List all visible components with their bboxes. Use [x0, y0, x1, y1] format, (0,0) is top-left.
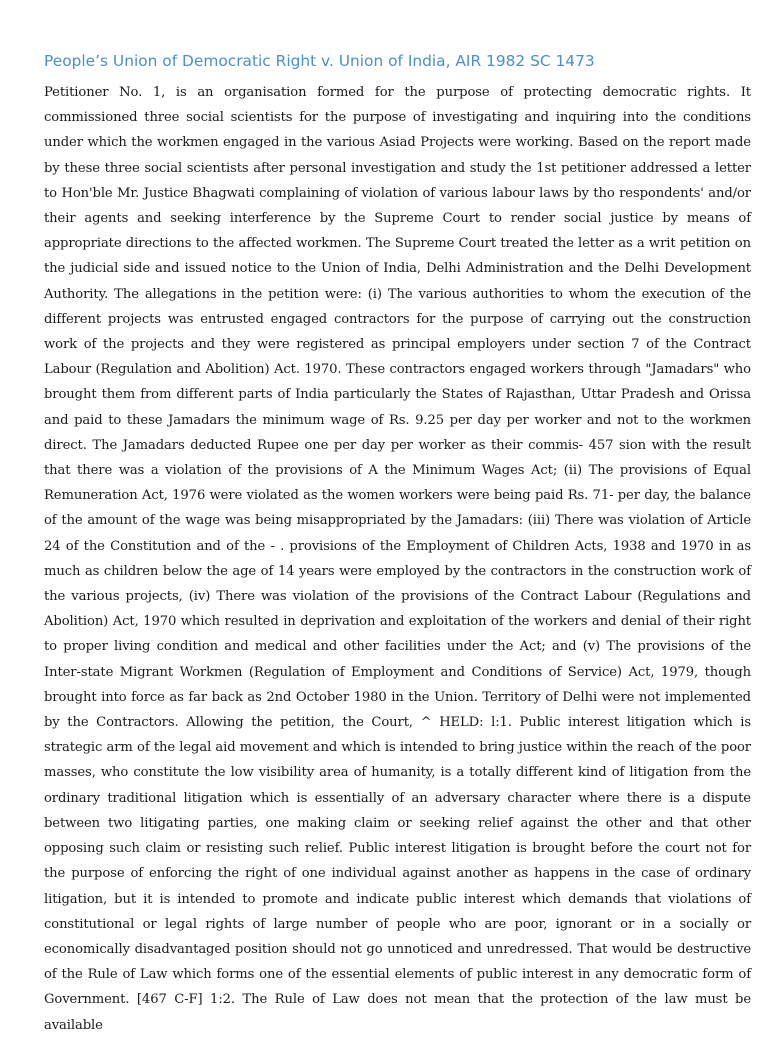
- case-title: People’s Union of Democratic Right v. Union of India, AIR 1982 SC 1473: [44, 52, 595, 70]
- case-summary-paragraph: Petitioner No. 1, is an organisation formed for the purpose of protecting democratic rights. It commissioned three social scientists for the purpose of investigating and inquiring into the conditions under which the workmen engaged in the various Asiad Projects were working. Based on the report made by these three social scientists after personal investigation and study the 1st petitioner addressed a letter to Hon'ble Mr. Justice Bhagwati complaining of violation of various labour laws by tho respondents' and/or their agents and seeking interference by the Supreme Court to render social justice by means of appropriate directions to the affected workmen. The Supreme Court treated the letter as a writ petition on the judicial side and issued notice to the Union of India, Delhi Administration and the Delhi Development Authority. The allegations in the petition were: (i) The various authorities to whom the execution of the different projects was entrusted engaged contractors for the purpose of carrying out the construction work of the projects and they were registered as principal employers under section 7 of the Contract Labour (Regulation and Abolition) Act. 1970. These contractors engaged workers through "Jamadars" who brought them from different parts of India particularly the States of Rajasthan, Uttar Pradesh and Orissa and paid to these Jamadars the minimum wage of Rs. 9.25 per day per worker and not to the workmen direct. The Jamadars deducted Rupee one per day per worker as their commis- 457 sion with the result that there was a violation of the provisions of A the Minimum Wages Act; (ii) The provisions of Equal Remuneration Act, 1976 were violated as the women workers were being paid Rs. 71- per day, the balance of the amount of the wage was being misappropriated by the Jamadars: (iii) There was violation of Article 24 of the Constitution and of the - . provisions of the Employment of Children Acts, 1938 and 1970 in as much as children below the age of 14 years were employed by the contractors in the construction work of the various projects, (iv) There was violation of the provisions of the Contract Labour (Regulations and Abolition) Act, 1970 which resulted in deprivation and exploitation of the workers and denial of their right to proper living condition and medical and other facilities under the Act; and (v) The provisions of the Inter-state Migrant Workmen (Regulation of Employment and Conditions of Service) Act, 1979, though brought into force as far back as 2nd October 1980 in the Union. Territory of Delhi were not implemented by the Contractors. Allowing the petition, the Court, ^ HELD: l:1. Public interest litigation which is strategic arm of the legal aid movement and which is intended to bring justice within the reach of the poor masses, who constitute the low visibility area of humanity, is a totally different kind of litigation from the ordinary traditional litigation which is essentially of an adversary character where there is a dispute between two litigating parties, one making claim or seeking relief against the other and that other opposing such claim or resisting such relief. Public interest litigation is brought before the court not for the purpose of enforcing the right of one individual against another as happens in the case of ordinary litigation, but it is intended to promote and indicate public interest which demands that violations of constitutional or legal rights of large number of people who are poor, ignorant or in a socially or economically disadvantaged position should not go unnoticed and unredressed. That would be destructive of the Rule of Law which forms one of the essential elements of public interest in any democratic form of Government. [467 C-F] 1:2. The Rule of Law does not mean that the protection of the law must be available: [44, 85, 751, 1033]
- document-page: [44, 50, 751, 1038]
